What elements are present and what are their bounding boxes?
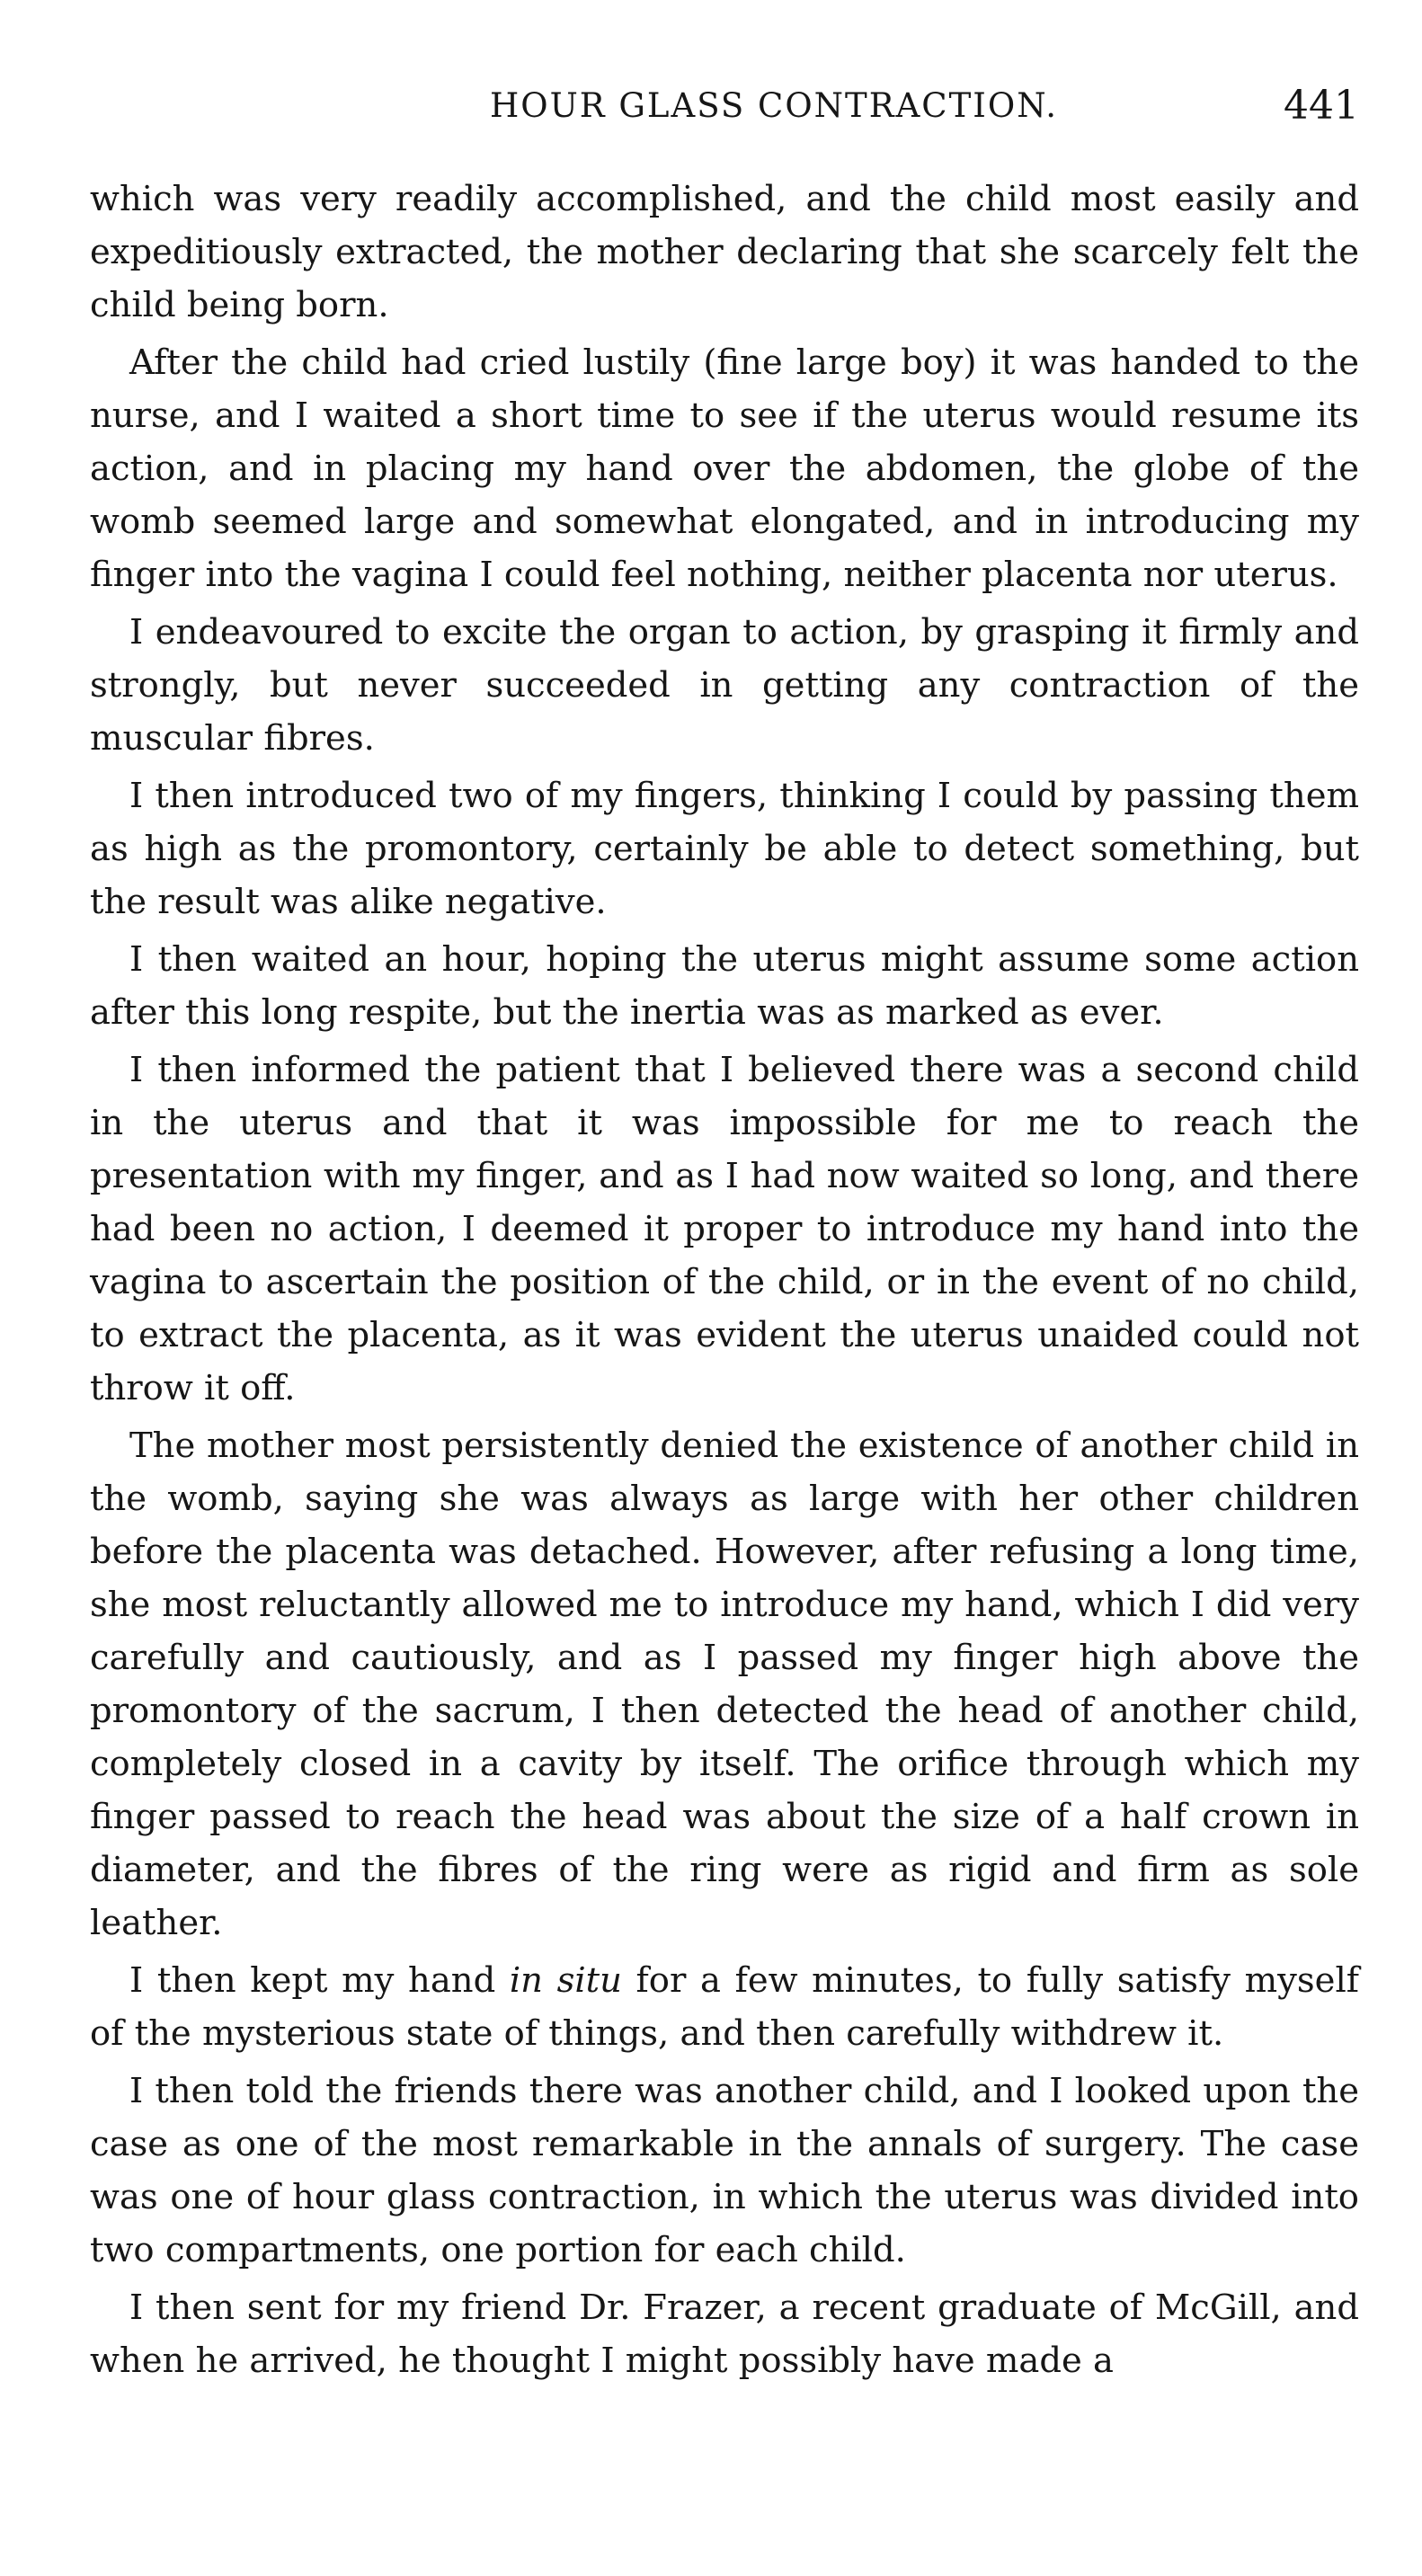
running-head [90,79,1359,133]
paragraph-9: I then told the friends there was another child, and I looked upon the case as one of the most remarkable in the annals of surgery. The case was one of hour glass contraction, in which the uterus was divided into two compartments, one portion for each child. [90,2071,1359,2270]
paragraph-5: I then waited an hour, hoping the uterus might assume some action after this long respite, but the inertia was as marked as ever. [90,939,1359,1033]
paragraph-3: I endeavoured to excite the organ to action, by grasping it firmly and strongly, but never succeeded in getting any contraction of the muscular fibres. [90,612,1359,759]
paragraph-2: After the child had cried lustily (fine large boy) it was handed to the nurse, and I waited a short time to see if the uterus would resume its action, and in placing my hand over the abdomen, the globe of the womb seemed large and somewhat elongated, and in introducing my finger into the vagina I could feel nothing, neither placenta nor uterus. [90,342,1359,595]
running-title: HOUR GLASS CONTRACTION. [489,86,1059,125]
paragraph-4: I then introduced two of my fingers, thinking I could by passing them as high as the promontory, certainly be able to detect something, but the result was alike negative. [90,776,1359,922]
paragraph-6: I then informed the patient that I believed there was a second child in the uterus and that it was impossible for me to reach the presentation with my finger, and as I had now waited so long, and there had been no action, I deemed it proper to introduce my hand into the vagina to ascertain the position of the child, or in the event of no child, to extract the placenta, as it was evident the uterus unaided could not throw it off. [90,1050,1359,1408]
paragraph-7: The mother most persistently denied the existence of another child in the womb, saying she was always as large with her other children before the placenta was detached. However, after refusing a long time, she most reluctantly allowed me to introduce my hand, which I did very carefully and cautiously, and as I passed my finger high above the promontory of the sacrum, I then detected the head of another child, completely closed in a cavity by itself. The orifice through which my finger passed to reach the head was about the size of a half crown in diameter, and the fibres of the ring were as rigid and firm as sole leather. [90,1426,1359,1943]
paragraph-10: I then sent for my friend Dr. Frazer, a recent graduate of McGill, and when he arrived, he thought I might possibly have made a [90,2287,1359,2381]
paragraph-1: which was very readily accomplished, and the child most easily and expeditiously extracted, the mother declaring that she scarcely felt the child being born. [90,179,1359,325]
paragraph-8-end: for a few minutes, to fully satisfy myself of the mysterious state of things, and then carefully withdrew it. [90,1960,1360,2054]
paragraph-8 [90,1954,1359,2060]
body-text [90,173,1359,2392]
paragraph-8-start: I then kept my hand [129,1960,510,2001]
page-number: 441 [1284,83,1359,129]
italic-phrase: in situ [509,1960,622,2001]
